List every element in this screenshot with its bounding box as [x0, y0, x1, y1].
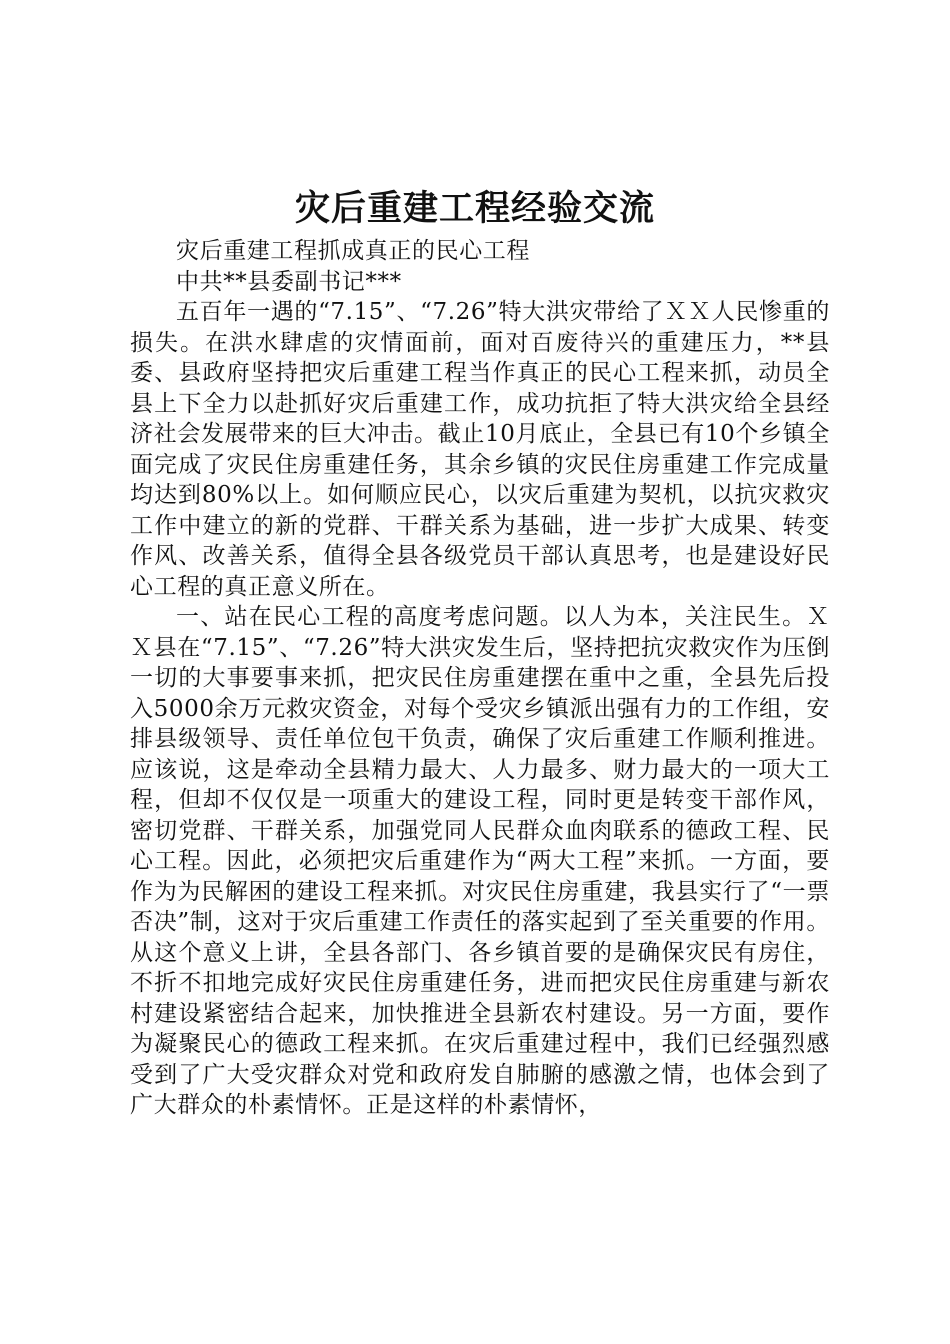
paragraph-section-one: 一、站在民心工程的高度考虑问题。以人为本，关注民生。ＸＸ县在“7.15”、“7.26”特大洪灾发生后，坚持把抗灾救灾作为压倒一切的大事要事来抓，把灾民住房重建摆在重中之重，全县先后投入5000余万元救灾资金，对每个受灾乡镇派出强有力的工作组，安排县级领导、责任单位包干负责，确保了灾后重建工作顺利推进。应该说，这是牵动全县精力最大、人力最多、财力最大的一项大工程，但却不仅仅是一项重大的建设工程，同时更是转变干部作风，密切党群、干群关系，加强党同人民群众血肉联系的德政工程、民心工程。因此，必须把灾后重建作为“两大工程”来抓。一方面，要作为为民解困的建设工程来抓。对灾民住房重建，我县实行了“一票否决”制，这对于灾后重建工作责任的落实起到了至关重要的作用。从这个意义上讲，全县各部门、各乡镇首要的是确保灾民有房住，不折不扣地完成好灾民住房重建任务，进而把灾民住房重建与新农村建设紧密结合起来，加快推进全县新农村建设。另一方面，要作为凝聚民心的德政工程来抓。在灾后重建过程中，我们已经强烈感受到了广大受灾群众对党和政府发自肺腑的感激之情，也体会到了广大群众的朴素情怀。正是这样的朴素情怀， — [130, 604, 830, 1118]
document-title: 灾后重建工程经验交流 — [294, 188, 655, 229]
document-body — [130, 236, 830, 1121]
paragraph-intro: 五百年一遇的“7.15”、“7.26”特大洪灾带给了ＸＸ人民惨重的损失。在洪水肆虐的灾情面前，面对百废待兴的重建压力，**县委、县政府坚持把灾后重建工程当作真正的民心工程来抓，动员全县上下全力以赴抓好灾后重建工作，成功抗拒了特大洪灾给全县经济社会发展带来的巨大冲击。截止10月底止，全县已有10个乡镇全面完成了灾民住房重建任务，其余乡镇的灾民住房重建工作完成量均达到80%以上。如何顺应民心，以灾后重建为契机，以抗灾救灾工作中建立的新的党群、干群关系为基础，进一步扩大成果、转变作风、改善关系，值得全县各级党员干部认真思考，也是建设好民心工程的真正意义所在。 — [130, 299, 830, 600]
author-line: 中共**县委副书记*** — [176, 268, 402, 295]
subtitle-line: 灾后重建工程抓成真正的民心工程 — [176, 238, 530, 264]
